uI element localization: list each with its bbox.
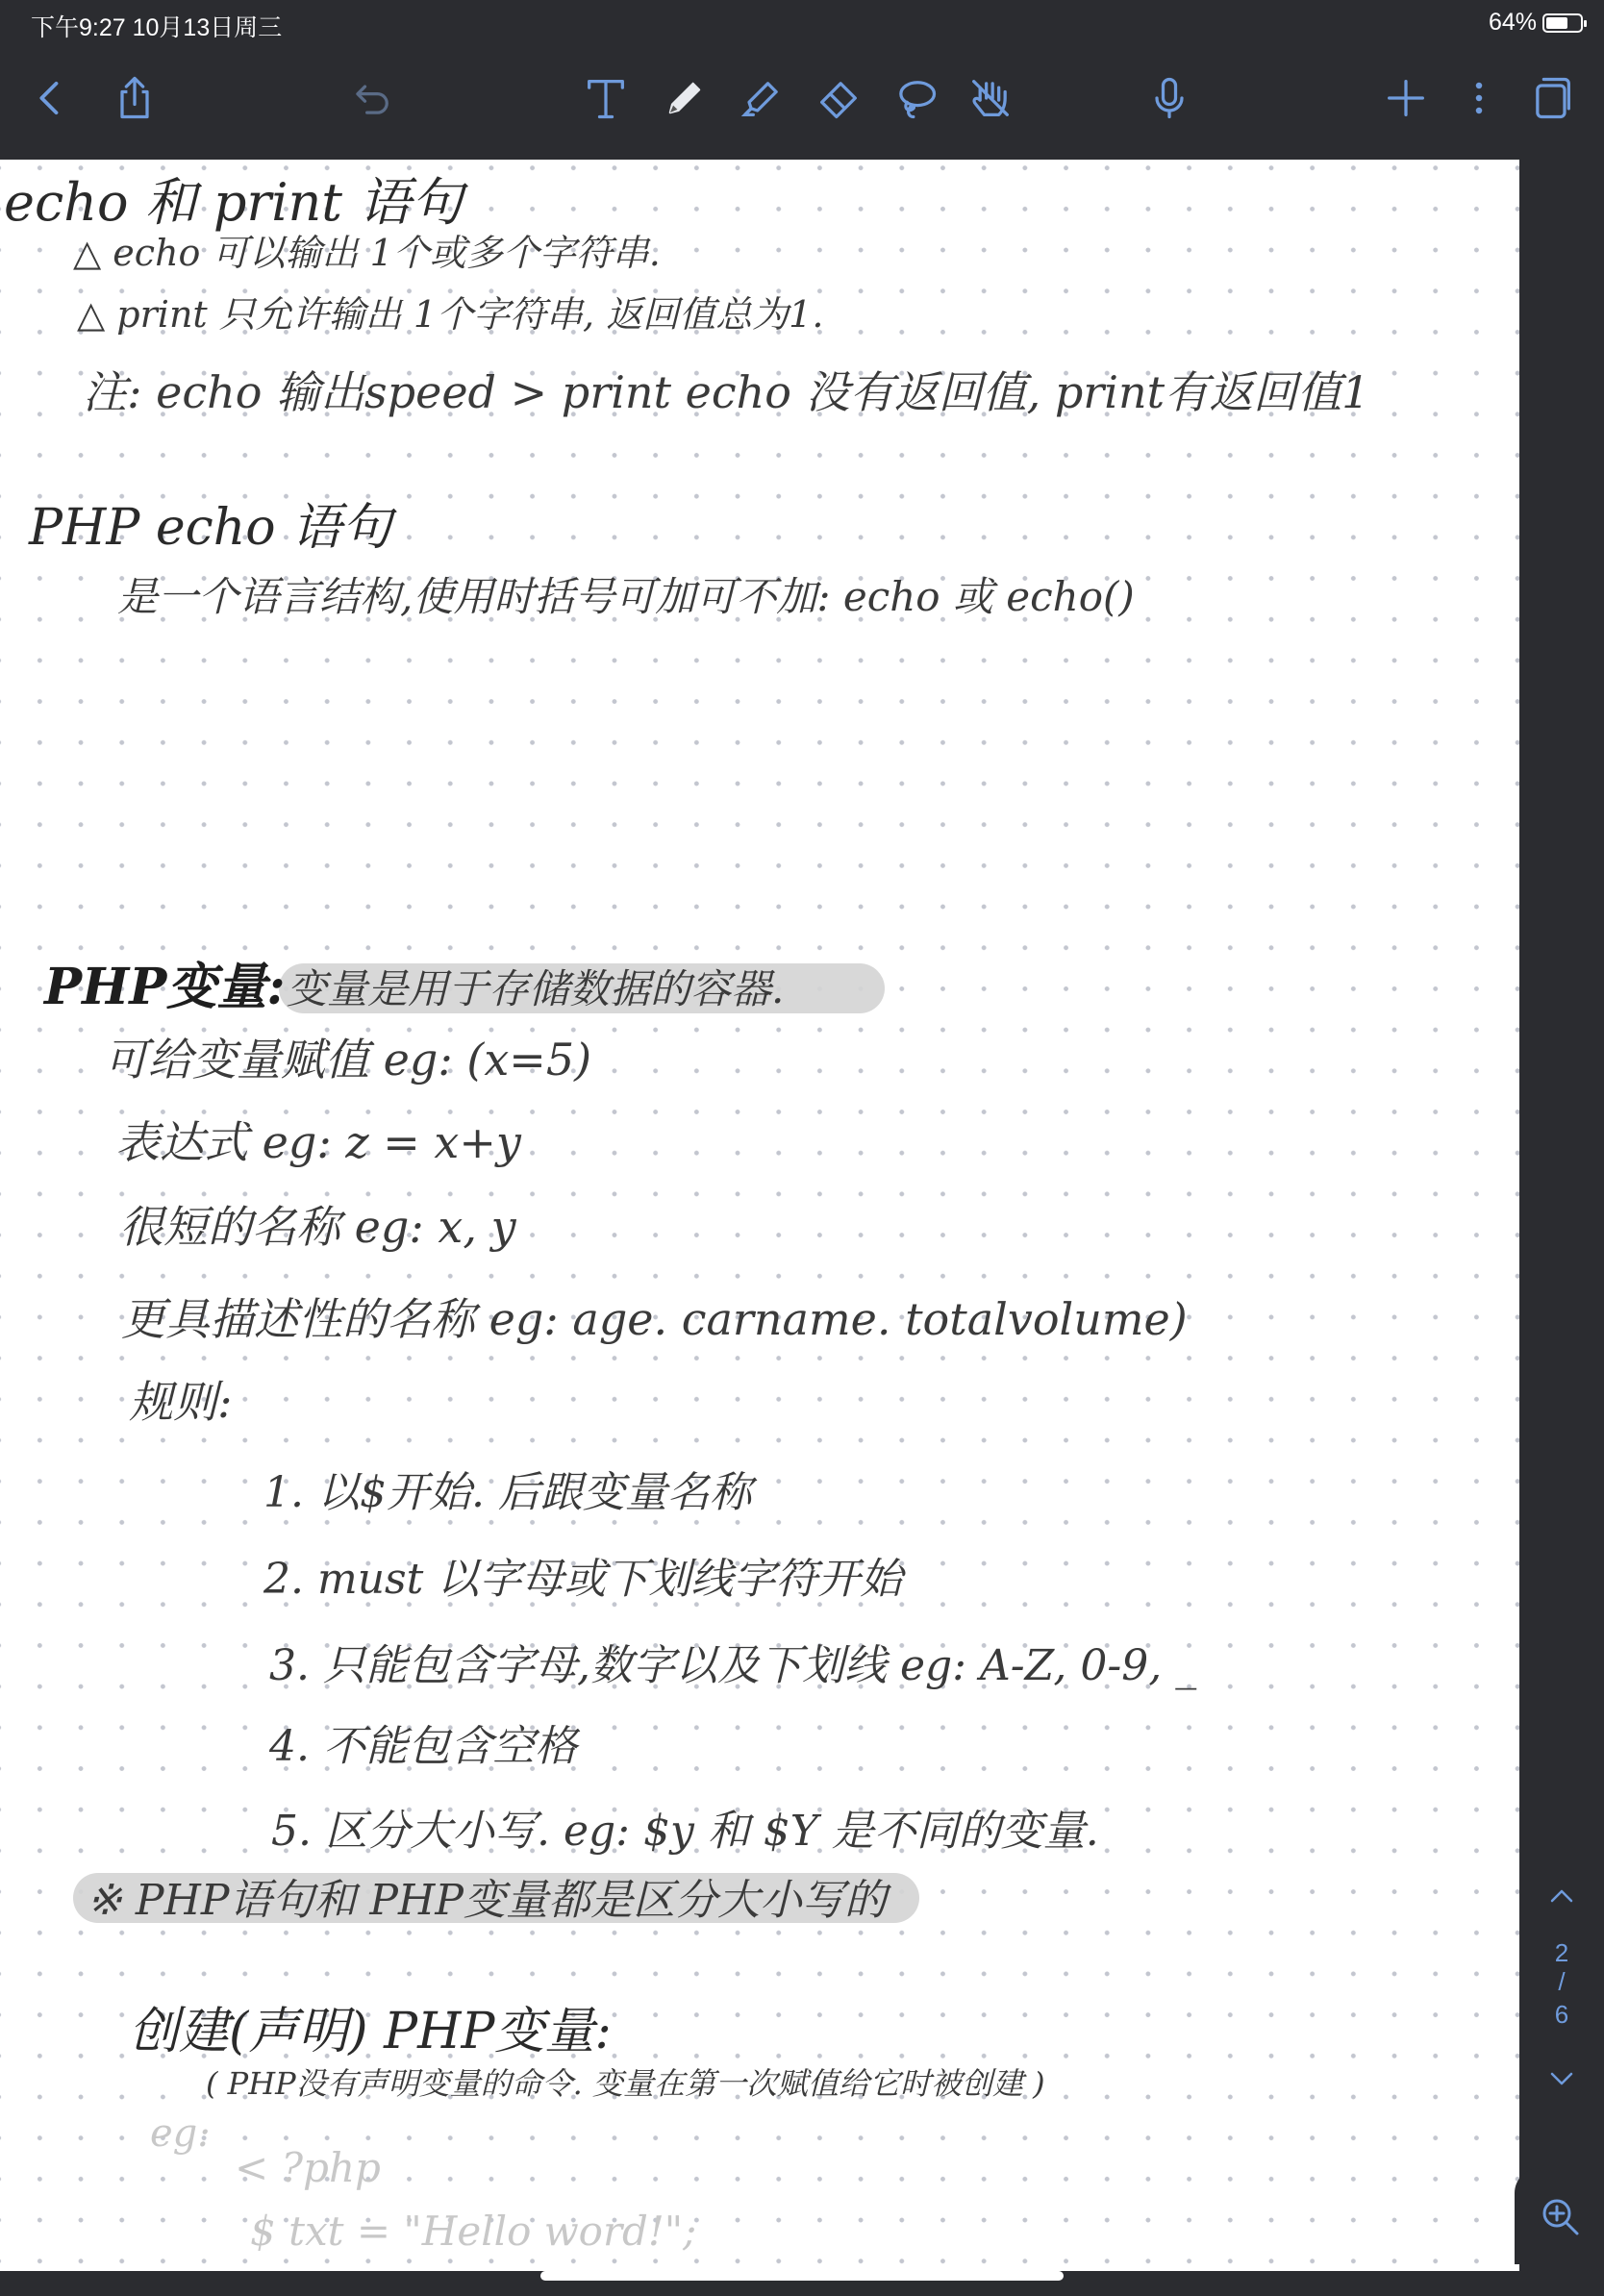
more-icon[interactable]: [1450, 69, 1508, 127]
note-important: ※ PHP语句和 PHP变量都是区分大小写的: [87, 1876, 888, 1925]
page-down-icon[interactable]: [1544, 2061, 1579, 2096]
lasso-icon[interactable]: [887, 69, 944, 127]
hand-icon[interactable]: [962, 69, 1019, 127]
rule-item: 1. 以$开始. 后跟变量名称: [263, 1468, 752, 1517]
current-page-number: 2: [1554, 1938, 1569, 1967]
highlighter-icon[interactable]: [733, 69, 790, 127]
heading-php-variables: PHP变量:: [44, 958, 286, 1016]
pen-icon[interactable]: [656, 69, 714, 127]
undo-icon[interactable]: [342, 69, 400, 127]
home-indicator[interactable]: [540, 2271, 1064, 2281]
zoom-in-icon: [1537, 2193, 1583, 2239]
note-line: 注: echo 输出speed > print echo 没有返回值, print有返回值1: [83, 366, 1370, 418]
note-line: 是一个语言结构,使用时括号可加可不加: echo 或 echo(): [117, 573, 1135, 620]
zoom-button[interactable]: [1515, 2168, 1604, 2264]
plus-icon[interactable]: [1377, 69, 1435, 127]
note-line: 规则:: [129, 1376, 233, 1428]
share-icon[interactable]: [106, 69, 163, 127]
page-icon[interactable]: [1523, 69, 1581, 127]
note-line: △ echo 可以输出 1个或多个字符串.: [73, 232, 661, 274]
microphone-icon[interactable]: [1140, 69, 1198, 127]
battery-icon: [1542, 13, 1583, 33]
note-line: ( PHP没有声明变量的命令. 变量在第一次赋值给它时被创建 ): [206, 2065, 1045, 2102]
status-time-date: 下午9:27 10月13日周三: [31, 14, 283, 41]
note-page[interactable]: [0, 160, 1519, 2271]
rule-item: 2. must 以字母或下划线字符开始: [263, 1555, 903, 1604]
code-line: < ?php: [235, 2144, 381, 2191]
battery-indicator: [1489, 9, 1583, 37]
battery-percent: 64%: [1488, 9, 1537, 36]
note-line: 表达式 eg: z = x+y: [115, 1116, 521, 1168]
total-page-count: 6: [1554, 2000, 1569, 2029]
rule-item: 3. 只能包含字母,数字以及下划线 eg: A-Z, 0-9, _: [269, 1641, 1197, 1690]
note-line: 更具描述性的名称 eg: age. carname. totalvolume): [121, 1293, 1188, 1345]
heading-echo-print: echo 和 print 语句: [4, 172, 464, 233]
toolbar: [0, 48, 1604, 162]
page-up-icon[interactable]: [1544, 1879, 1579, 1913]
note-line: △ print 只允许输出 1个字符串, 返回值总为1.: [77, 293, 824, 336]
note-line: 很短的名称 eg: x, y: [119, 1201, 516, 1253]
page-separator: /: [1558, 1967, 1566, 1996]
rule-item: 4. 不能包含空格: [269, 1722, 577, 1771]
text-tool-icon[interactable]: [577, 69, 635, 127]
page-navigator: [1519, 1856, 1604, 2106]
note-line: 可给变量赋值 eg: (x=5): [104, 1034, 592, 1086]
rule-item: 5. 区分大小写. eg: $y 和 $Y 是不同的变量.: [271, 1807, 1099, 1856]
note-line: eg:: [150, 2111, 211, 2156]
heading-php-echo: PHP echo 语句: [29, 499, 392, 557]
heading-create-variable: 创建(声明) PHP变量:: [129, 2003, 612, 2060]
note-line: 变量是用于存储数据的容器.: [287, 965, 785, 1012]
chevron-left-icon[interactable]: [21, 69, 79, 127]
eraser-icon[interactable]: [810, 69, 867, 127]
status-bar: [0, 0, 1604, 48]
code-line: $ txt = "Hello word!";: [250, 2208, 697, 2255]
